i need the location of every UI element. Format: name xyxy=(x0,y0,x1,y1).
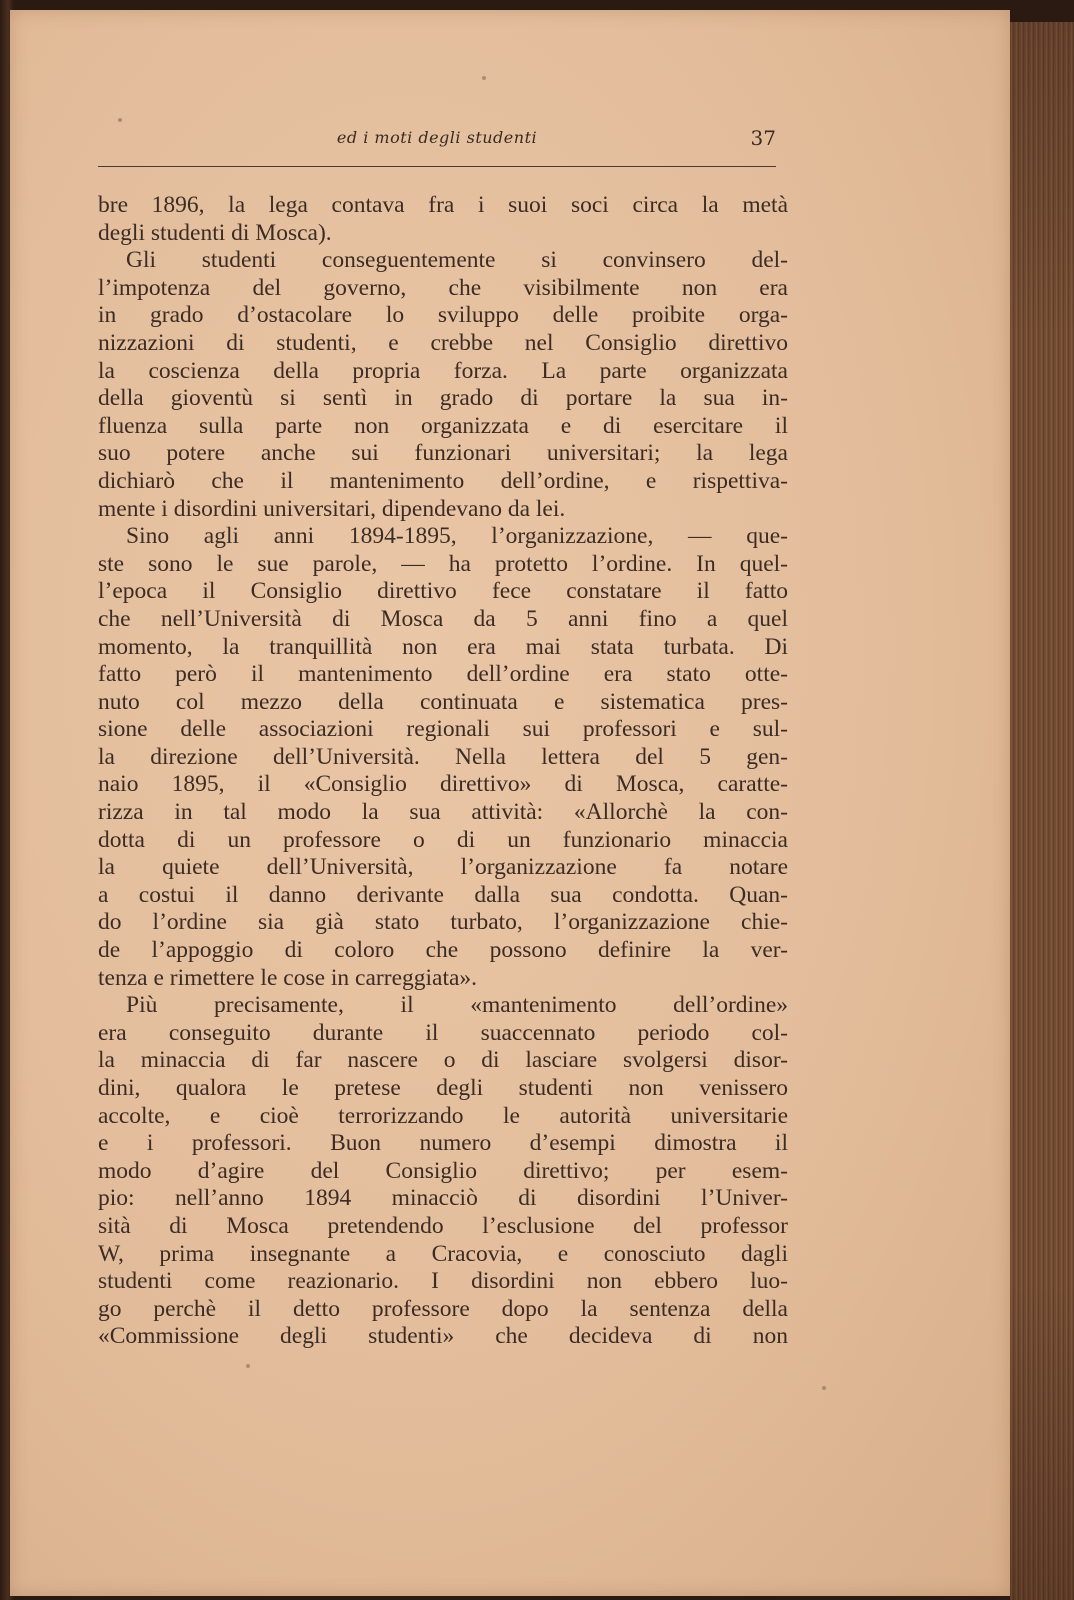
text-line: W, prima insegnante a Cracovia, e conosciuto dagli xyxy=(98,1240,788,1267)
text-line: ste sono le sue parole, — ha protetto l’ordine. In quel- xyxy=(98,550,788,577)
text-line: dichiarò che il mantenimento dell’ordine, e rispettiva- xyxy=(98,467,788,494)
text-line: l’epoca il Consiglio direttivo fece constatare il fatto xyxy=(98,578,788,605)
text-line: in grado d’ostacolare lo sviluppo delle proibite orga- xyxy=(98,302,788,329)
text-line: rizza in tal modo la sua attività: «Allorchè la con- xyxy=(98,799,788,826)
text-line: pio: nell’anno 1894 minacciò di disordini l’Univer- xyxy=(98,1185,788,1212)
text-line: momento, la tranquillità non era mai stata turbata. Di xyxy=(98,633,788,660)
running-head-title: ed i moti degli studenti xyxy=(336,128,538,147)
text-line: go perchè il detto professore dopo la sentenza della xyxy=(98,1295,788,1322)
text-line: fluenza sulla parte non organizzata e di esercitare il xyxy=(98,412,788,439)
text-line: la direzione dell’Università. Nella lettera del 5 gen- xyxy=(98,743,788,770)
text-line: che nell’Università di Mosca da 5 anni fino a quel xyxy=(98,605,788,632)
text-line: modo d’agire del Consiglio direttivo; per esem- xyxy=(98,1157,788,1184)
text-line: a costui il danno derivante dalla sua condotta. Quan- xyxy=(98,881,788,908)
body-text xyxy=(98,192,788,1351)
text-line: l’impotenza del governo, che visibilmente non era xyxy=(98,274,788,301)
text-line: la coscienza della propria forza. La parte organizzata xyxy=(98,357,788,384)
text-line: Gli studenti conseguentemente si convinsero del- xyxy=(126,247,788,274)
page-number: 37 xyxy=(750,126,776,150)
text-line: mente i disordini universitari, dipendevano da lei. xyxy=(98,495,566,522)
paper-fleck xyxy=(482,76,486,80)
text-line: era conseguito durante il suaccennato periodo col- xyxy=(98,1019,788,1046)
text-line: nuto col mezzo della continuata e sistematica pres- xyxy=(98,688,788,715)
text-line: Sino agli anni 1894-1895, l’organizzazione, — que- xyxy=(126,523,788,550)
text-line: dini, qualora le pretese degli studenti non venissero xyxy=(98,1075,788,1101)
text-line: de l’appoggio di coloro che possono definire la ver- xyxy=(98,937,788,964)
text-line: della gioventù si sentì in grado di portare la sua in- xyxy=(98,385,788,412)
paper-fleck xyxy=(246,1364,250,1368)
text-line: degli studenti di Mosca). xyxy=(98,219,332,246)
text-line: naio 1895, il «Consiglio direttivo» di Mosca, caratte- xyxy=(98,771,788,798)
page-fore-edge xyxy=(1010,22,1074,1600)
paper-fleck xyxy=(822,1386,826,1390)
text-line: dotta di un professore o di un funzionario minaccia xyxy=(98,826,788,853)
text-line: studenti come reazionario. I disordini non ebbero luo- xyxy=(98,1268,788,1295)
text-line: fatto però il mantenimento dell’ordine era stato otte- xyxy=(98,661,788,688)
text-line: sione delle associazioni regionali sui professori e sul- xyxy=(98,716,788,743)
text-line: suo potere anche sui funzionari universitari; la lega xyxy=(98,440,788,467)
text-line: Più precisamente, il «mantenimento dell’ordine» xyxy=(126,992,788,1019)
text-line: la minaccia di far nascere o di lasciare svolgersi disor- xyxy=(98,1047,788,1074)
text-line: e i professori. Buon numero d’esempi dimostra il xyxy=(98,1130,788,1157)
text-line: nizzazioni di studenti, e crebbe nel Consiglio direttivo xyxy=(98,329,788,356)
text-line: accolte, e cioè terrorizzando le autorità universitarie xyxy=(98,1102,788,1129)
text-line: tenza e rimettere le cose in carreggiata». xyxy=(98,964,478,991)
paper-fleck xyxy=(118,118,122,122)
text-line: sità di Mosca pretendendo l’esclusione del professor xyxy=(98,1212,788,1239)
text-line: «Commissione degli studenti» che decideva di non xyxy=(98,1323,788,1350)
text-line: la quiete dell’Università, l’organizzazione fa notare xyxy=(98,854,788,881)
header-rule xyxy=(98,166,776,167)
text-line: do l’ordine sia già stato turbato, l’organizzazione chie- xyxy=(98,909,788,936)
running-head xyxy=(98,124,776,152)
text-line: bre 1896, la lega contava fra i suoi soci circa la metà xyxy=(98,192,788,218)
